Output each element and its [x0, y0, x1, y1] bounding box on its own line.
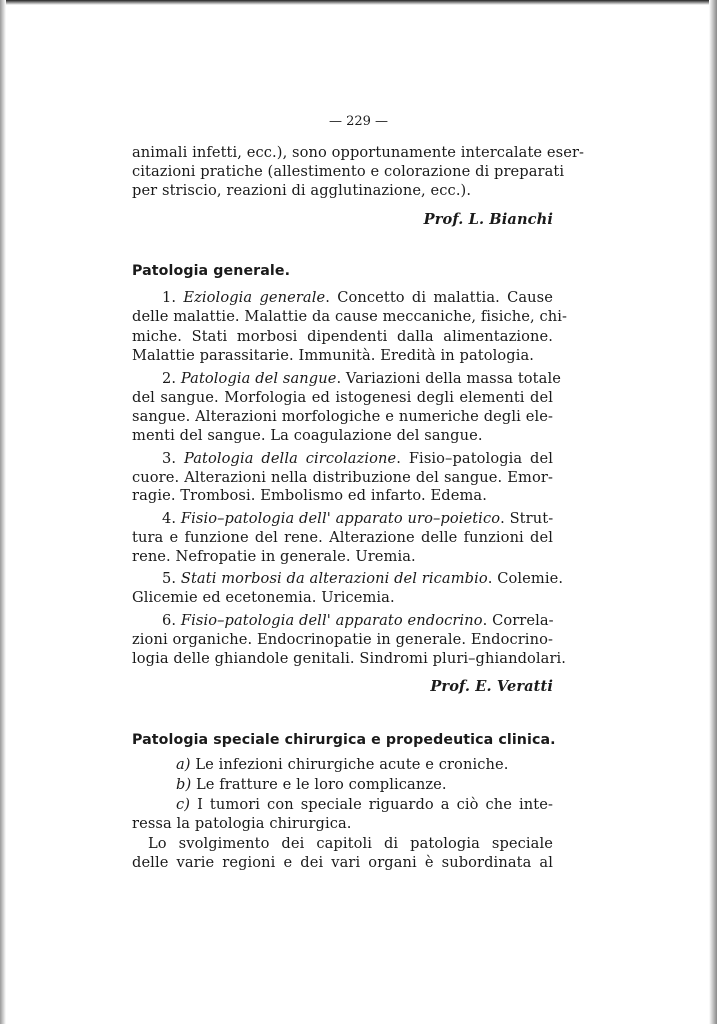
italic-title: a) — [176, 756, 191, 773]
paragraph-line — [132, 143, 585, 162]
text-run: . Colemie. — [487, 570, 564, 587]
paragraph-line — [162, 288, 553, 307]
italic-title: Eziologia generale — [183, 289, 326, 306]
text-run: 6. — [162, 612, 181, 629]
text-run: ressa la patologia chirurgica. — [132, 815, 352, 832]
paragraph-line — [132, 814, 553, 833]
text-run: 2. — [162, 370, 181, 387]
text-run: menti del sangue. La coagulazione del sangue. — [132, 427, 483, 444]
paragraph-line — [162, 611, 553, 630]
italic-title: Fisio–patologia dell' apparato endocrino — [180, 612, 483, 629]
text-run: rene. Nefropatie in generale. Uremia. — [132, 548, 416, 565]
paragraph-line — [132, 346, 553, 365]
text-run: Le fratture e le loro complicanze. — [191, 776, 447, 793]
paragraph-line — [148, 834, 553, 853]
paragraph-line — [132, 468, 553, 487]
paragraph-line — [162, 509, 553, 528]
italic-title: Patologia del sangue — [180, 370, 337, 387]
section-heading: Patologia generale. — [132, 263, 291, 279]
signature: Prof. E. Veratti — [430, 678, 553, 695]
text-run: . Concetto di malattia. Cause — [325, 289, 553, 306]
section-heading: Patologia speciale chirurgica e propedeutica clinica. — [132, 732, 556, 748]
signature: Prof. L. Bianchi — [423, 211, 553, 228]
text-run: I tumori con speciale riguardo a ciò che inte- — [190, 796, 553, 813]
scan-edge-left — [0, 0, 6, 1024]
paragraph-line — [132, 486, 553, 505]
italic-title: Fisio–patologia dell' apparato uro–poietico — [180, 510, 501, 527]
paragraph-line — [132, 547, 553, 566]
paragraph-line — [176, 775, 553, 794]
paragraph-line — [132, 407, 553, 426]
text-run: zioni organiche. Endocrinopatie in generale. Endocrino- — [132, 631, 553, 648]
text-run: . Strut- — [500, 510, 554, 527]
paragraph-line — [132, 426, 553, 445]
paragraph-line — [162, 369, 561, 388]
text-run: 3. — [162, 450, 184, 467]
text-run: animali infetti, ecc.), sono opportunamente intercalate eser- — [132, 144, 585, 161]
text-run: . Correla- — [482, 612, 554, 629]
paragraph-line — [132, 307, 568, 326]
text-run: miche. Stati morbosi dipendenti dalla alimentazione. — [132, 328, 553, 345]
paragraph-line — [176, 755, 553, 774]
text-run: 4. — [162, 510, 181, 527]
text-run: . Fisio–patologia del — [396, 450, 553, 467]
paragraph-line — [176, 795, 553, 814]
text-run: sangue. Alterazioni morfologiche e numeriche degli ele- — [132, 408, 553, 425]
text-run: tura e funzione del rene. Alterazione delle funzioni del — [132, 529, 553, 546]
scan-edge-right — [709, 0, 717, 1024]
paragraph-line — [132, 181, 553, 200]
text-run: citazioni pratiche (allestimento e colorazione di preparati — [132, 163, 565, 180]
text-run: delle malattie. Malattie da cause meccaniche, fisiche, chi- — [132, 308, 568, 325]
paragraph-line — [132, 528, 553, 547]
text-run: ragie. Trombosi. Embolismo ed infarto. Edema. — [132, 487, 487, 504]
paragraph-line — [132, 388, 553, 407]
page-number: — 229 — — [328, 114, 389, 129]
text-run: Glicemie ed ecetonemia. Uricemia. — [132, 589, 395, 606]
text-run: del sangue. Morfologia ed istogenesi degli elementi del — [132, 389, 553, 406]
italic-title: Stati morbosi da alterazioni del ricambio — [180, 570, 488, 587]
italic-title: b) — [176, 776, 192, 793]
text-run: delle varie regioni e dei vari organi è subordinata al — [132, 854, 553, 871]
text-run: Lo svolgimento dei capitoli di patologia speciale — [148, 835, 553, 852]
text-run: logia delle ghiandole genitali. Sindromi pluri–ghiandolari. — [132, 650, 567, 667]
paragraph-line — [162, 569, 564, 588]
text-run: cuore. Alterazioni nella distribuzione del sangue. Emor- — [132, 469, 553, 486]
text-run: per striscio, reazioni di agglutinazione, ecc.). — [132, 182, 472, 199]
paragraph-line — [162, 449, 553, 468]
paragraph-line — [132, 588, 553, 607]
text-run: . Variazioni della massa totale — [336, 370, 561, 387]
paragraph-line — [132, 853, 553, 872]
paragraph-line — [132, 649, 567, 668]
text-run: 1. — [162, 289, 184, 306]
text-run: Malattie parassitarie. Immunità. Eredità in patologia. — [132, 347, 535, 364]
paragraph-line — [132, 327, 553, 346]
paragraph-line — [132, 162, 565, 181]
italic-title: Patologia della circolazione — [183, 450, 397, 467]
scan-edge-top — [0, 0, 717, 5]
italic-title: c) — [176, 796, 191, 813]
text-run: Le infezioni chirurgiche acute e croniche. — [190, 756, 509, 773]
paragraph-line — [132, 630, 553, 649]
text-run: 5. — [162, 570, 181, 587]
